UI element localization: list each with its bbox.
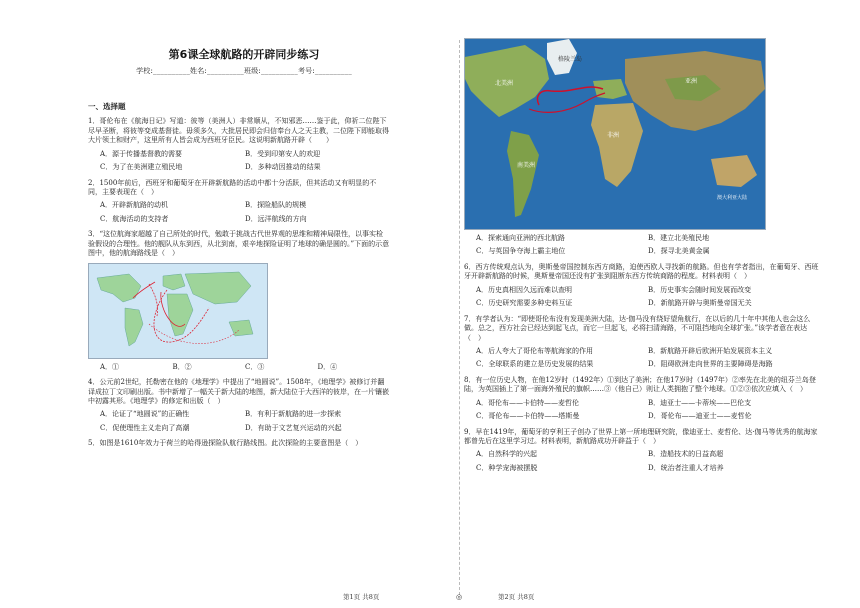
option-a: A．① xyxy=(100,362,120,371)
map-label-asia: 亚洲 xyxy=(685,78,698,85)
map-label-north-america: 北美洲 xyxy=(495,80,514,87)
page-number-left: 第1页 共8页 xyxy=(343,593,380,602)
question-2 xyxy=(88,179,390,225)
option-c: C．为了在美洲建立殖民地 xyxy=(100,163,183,172)
map-label-greenland: 格陵兰岛 xyxy=(558,56,583,63)
option-c: C．历史研究需要多种史料互证 xyxy=(476,299,573,308)
option-a: A．哥伦布——卡伯特——麦哲伦 xyxy=(476,398,580,407)
page-number-right: 第2页 共8页 xyxy=(498,593,535,602)
option-c: C．全球联系的建立是历史发展的结果 xyxy=(476,360,594,369)
question-4 xyxy=(88,378,390,433)
question-stem: 1．哥伦布在《航海日记》写道：彼等（美洲人）非常顺从，不知邪恶……鉴于此，仰祈二位陛下尽早圣断，将彼等变成基督徒。毋须多久，大批居民即会归信奉台人之天主教，二位陛下即能取得大片领土和财产，这里所有人皆会成为西班牙臣民。这说明新航路开辟（ ） xyxy=(88,117,389,145)
option-d: D．远洋航线的方向 xyxy=(245,214,307,223)
option-c: C．促使理性主义走向了高潮 xyxy=(100,423,190,432)
question-stem: 4．公元前2世纪，托勒密在他的《地理学》中提出了“地圆说”。1508年，《地理学》被修订并翻译成拉丁文印刷出版。书中新增了一幅关于新大陆的地图，新大陆位于大西洋的彼岸，在一片镶嵌中初露其形。《地理学》的修定和出版（ ） xyxy=(88,378,389,405)
option-d: D．哥伦布——迪亚士——麦哲伦 xyxy=(648,412,752,421)
question-stem: 5．如图是1610年效力于荷兰的哈得逊探险队航行路线图。此次探险的主要意图是（ ） xyxy=(88,439,363,448)
option-a: A．自然科学的兴起 xyxy=(476,450,538,459)
option-d: D．阻碍欧洲走向世界的主要障碍是海路 xyxy=(648,360,773,369)
page-title: 第6课全球航路的开辟同步练习 xyxy=(168,48,320,61)
option-c: C．与英国争夺海上霸主地位 xyxy=(476,247,566,256)
question-stem: 6．西方传统观点认为，奥斯曼帝国控制东西方商路，迫使西欧人寻找新的航路。但也有学者指出，在葡萄牙、西班牙开辟新航路的时候，奥斯曼帝国还没有扩张到阻断东西方传统商路的程度。材料表明（ ） xyxy=(464,262,819,281)
option-c: C．航海活动的支持者 xyxy=(100,214,169,223)
option-b: B．造船技术的日益高超 xyxy=(648,450,724,459)
option-a: A．开辟新航路的动机 xyxy=(100,201,169,210)
option-c: C．③ xyxy=(245,362,265,371)
voyage-routes-map xyxy=(88,263,268,359)
option-a: A．历史真相因久远而难以查明 xyxy=(476,285,573,294)
option-b: B．建立北美殖民地 xyxy=(648,234,710,242)
section-heading: 一、选择题 xyxy=(88,102,126,112)
option-b: B．有利于新航路的进一步探索 xyxy=(245,410,342,419)
option-d: D．探寻北美黄金属 xyxy=(648,247,710,256)
question-stem: 3．“这位航海家超越了自己所处的时代，勉敢于挑战古代世界观的思维和精神局限性，以事实检验假设的合理性。他的舰队从东到西，从北到南，艰辛地探险证明了地球的确是圆的。”下面的示意图中，他的航海路线是（ ） xyxy=(88,230,390,258)
option-b: B．② xyxy=(172,362,192,371)
student-info-line: 学校:__________姓名:__________班级:__________考号:__________ xyxy=(136,66,352,75)
option-b: B．受到印第安人的欢迎 xyxy=(245,149,321,158)
option-a: A．论证了“地圆说”的正确性 xyxy=(100,410,190,419)
map-label-africa: 非洲 xyxy=(607,132,620,139)
option-a: A．探索通向亚洲的西北航路 xyxy=(476,234,566,242)
option-c: C．种学宠海被摆脱 xyxy=(476,463,538,472)
hudson-route-map xyxy=(464,38,766,230)
question-7 xyxy=(464,315,820,370)
option-d: D．多种动因推动的结果 xyxy=(245,163,321,172)
option-a: A．源于传播基督教的需要 xyxy=(100,149,183,158)
question-3 xyxy=(88,230,390,372)
question-9 xyxy=(464,428,820,474)
option-d: D．统治者注重人才培养 xyxy=(648,463,724,472)
option-a: A．后人夸大了哥伦布等航海家的作用 xyxy=(476,346,594,355)
question-stem: 7．有学者认为：“即使哥伦布没有发现美洲大陆，达·伽马没有绕好望角航行，在以后的几十年中其他人也会这么做。总之，西方社会已经达到起飞点，而它一旦起飞，必将扫清海路，不可阻挡地向全球扩张。”该学者意在表达（ ） xyxy=(464,314,811,342)
right-page xyxy=(430,0,860,608)
option-d: D．新航路开辟与奥斯曼帝国无关 xyxy=(648,299,752,308)
option-d: D．有助于文艺复兴运动的兴起 xyxy=(245,423,342,432)
map-label-south-america: 南美洲 xyxy=(517,162,536,169)
option-d: D．④ xyxy=(317,362,338,371)
question-stem: 9．早在1419年，葡萄牙的亨利王子创办了世界上第一所地理研究院，像迪亚士、麦哲伦、达·伽马等优秀的航海家都曾先后在这里学习过。材料表明，新航路成功开辟益于（ ） xyxy=(464,427,818,445)
question-stem: 2．1500年前后，西班牙和葡萄牙在开辟新航路的活动中都十分活跃，但其活动又有明显的不同，主要表现在（ ） xyxy=(88,178,377,197)
question-8 xyxy=(464,376,820,422)
option-b: B．迪亚士——卡蒂埃——巴伦支 xyxy=(648,398,752,407)
option-b: B．探险船队的规模 xyxy=(245,201,307,210)
binding-mark-icon: ◎ xyxy=(456,592,463,601)
option-b: B．历史事实会随时间发展而改变 xyxy=(648,285,752,294)
question-stem: 8．有一位历史人物，在他12岁时（1492年）①到达了美洲；在他17岁时（1497年）②率先在北美的纽芬兰岛登陆，为英国插上了第一面海外殖民的旗帜……③（他自己）则让人类拥抱了整个地球。①②③依次应填入（ ） xyxy=(464,375,816,394)
question-5-options xyxy=(464,234,820,257)
option-b: B．新航路开辟后欧洲开始发展资本主义 xyxy=(648,346,773,355)
option-c: C．哥伦布——卡伯特——塔斯曼 xyxy=(476,412,580,421)
question-1 xyxy=(88,117,390,172)
question-6 xyxy=(464,263,820,309)
map-label-australia: 澳大利亚大陆 xyxy=(717,195,748,201)
question-5 xyxy=(88,439,390,448)
